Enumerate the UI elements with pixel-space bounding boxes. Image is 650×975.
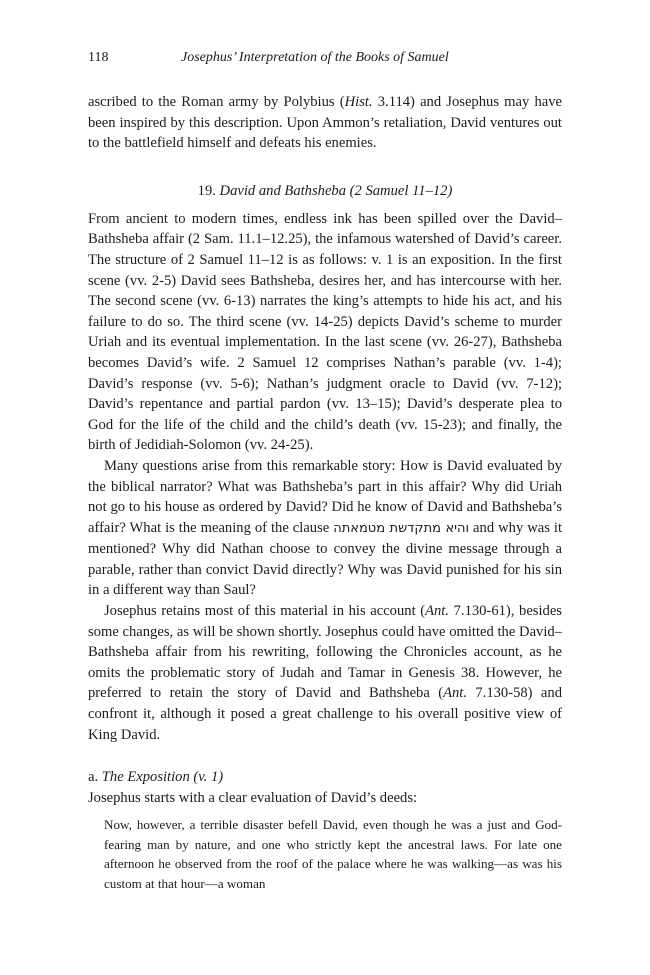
questions-text-2: and why was it mentioned? Why did Nathan choose to convey the divine message through a parable, rather than convict David directly? Why was David punished for his sin in a different way than Saul? <box>88 519 563 599</box>
paragraph-josephus <box>88 601 562 745</box>
running-header <box>88 50 562 72</box>
questions-text-1: Many questions arise from this remarkable story: How is David evaluated by the biblical narrator? What was Bathsheba’s part in this affair? Why did Uriah not go to his house as ordered by David? Did he know of David and Bathsheba’s affair? What is the meaning of the clause <box>88 457 562 536</box>
intro-citation: Hist. <box>344 94 373 110</box>
section-number: 19. <box>197 182 216 199</box>
josephus-text-2: 7.130-61), besides some changes, as will be shown shortly. Josephus could have omitted the David–Bathsheba affair from his rewriting, following the Chronicles account, as he omits the problematic story of Judah and Tamar in Genesis 38. However, he preferred to retain the story of David and Bathsheba ( <box>88 603 562 702</box>
running-title: Josephus’ Interpretation of the Books of Samuel <box>181 50 449 65</box>
page-number: 118 <box>88 50 109 65</box>
paragraph-structure: From ancient to modern times, endless ink has been spilled over the David–Bathsheba affair (2 Sam. 11.1–12.25), the infamous watershed of David’s career. The structure of 2 Samuel 11–12 is as follows: v. 1 is an exposition. In the first scene (vv. 2-5) David sees Bathsheba, desires her, and has intercourse with her. The second scene (vv. 6-13) narrates the king’s attempts to hide his act, and his failure to do so. The third scene (vv. 14-25) depicts David’s scheme to murder Uriah and its eventual implementation. In the last scene (vv. 26-27), Bathsheba becomes David’s wife. 2 Samuel 12 comprises Nathan’s parable (vv. 1-4); David’s response (vv. 5-6); Nathan’s judgment oracle to David (vv. 7-12); David’s repentance and partial pardon (vv. 13–15); David’s desperate plea to God for the life of the child and the child’s death (vv. 15-23); and finally, the birth of Jedidiah-Solomon (vv. 24-25). <box>88 210 562 454</box>
page <box>88 50 562 893</box>
block-quote: Now, however, a terrible disaster befell David, even though he was a just and God-fearing man by nature, and one who strictly kept the ancestral laws. For late one afternoon he observed from the roof of the palace where he was walking—as was his custom at that hour—a woman <box>104 817 562 891</box>
section-title: David and Bathsheba (2 Samuel 11–12) <box>219 182 453 199</box>
hebrew-clause: והיא מתקדשת מטמאתה <box>333 520 470 536</box>
citation-ant-1: Ant. <box>425 603 450 620</box>
paragraph-questions <box>88 456 562 601</box>
intro-text-2: 3.114) and Josephus may have been inspired by this description. Upon Ammon’s retaliation, David ventures out to the battlefield himself and defeats his enemies. <box>88 94 562 152</box>
josephus-text-3: 7.130-58) and confront it, although it posed a great challenge to his overall positive view of King David. <box>88 685 562 743</box>
section-heading <box>88 181 562 201</box>
citation-ant-2: Ant. <box>443 685 467 702</box>
subsection-heading <box>88 767 562 788</box>
intro-text-1: ascribed to the Roman army by Polybius ( <box>88 94 345 110</box>
intro-paragraph <box>88 92 562 154</box>
subsection-letter: a. <box>88 769 99 786</box>
josephus-text-1: Josephus retains most of this material in his account ( <box>104 603 426 620</box>
subsection-title: The Exposition (v. 1) <box>101 769 224 786</box>
lead-in-sentence: Josephus starts with a clear evaluation of David’s deeds: <box>88 789 418 806</box>
